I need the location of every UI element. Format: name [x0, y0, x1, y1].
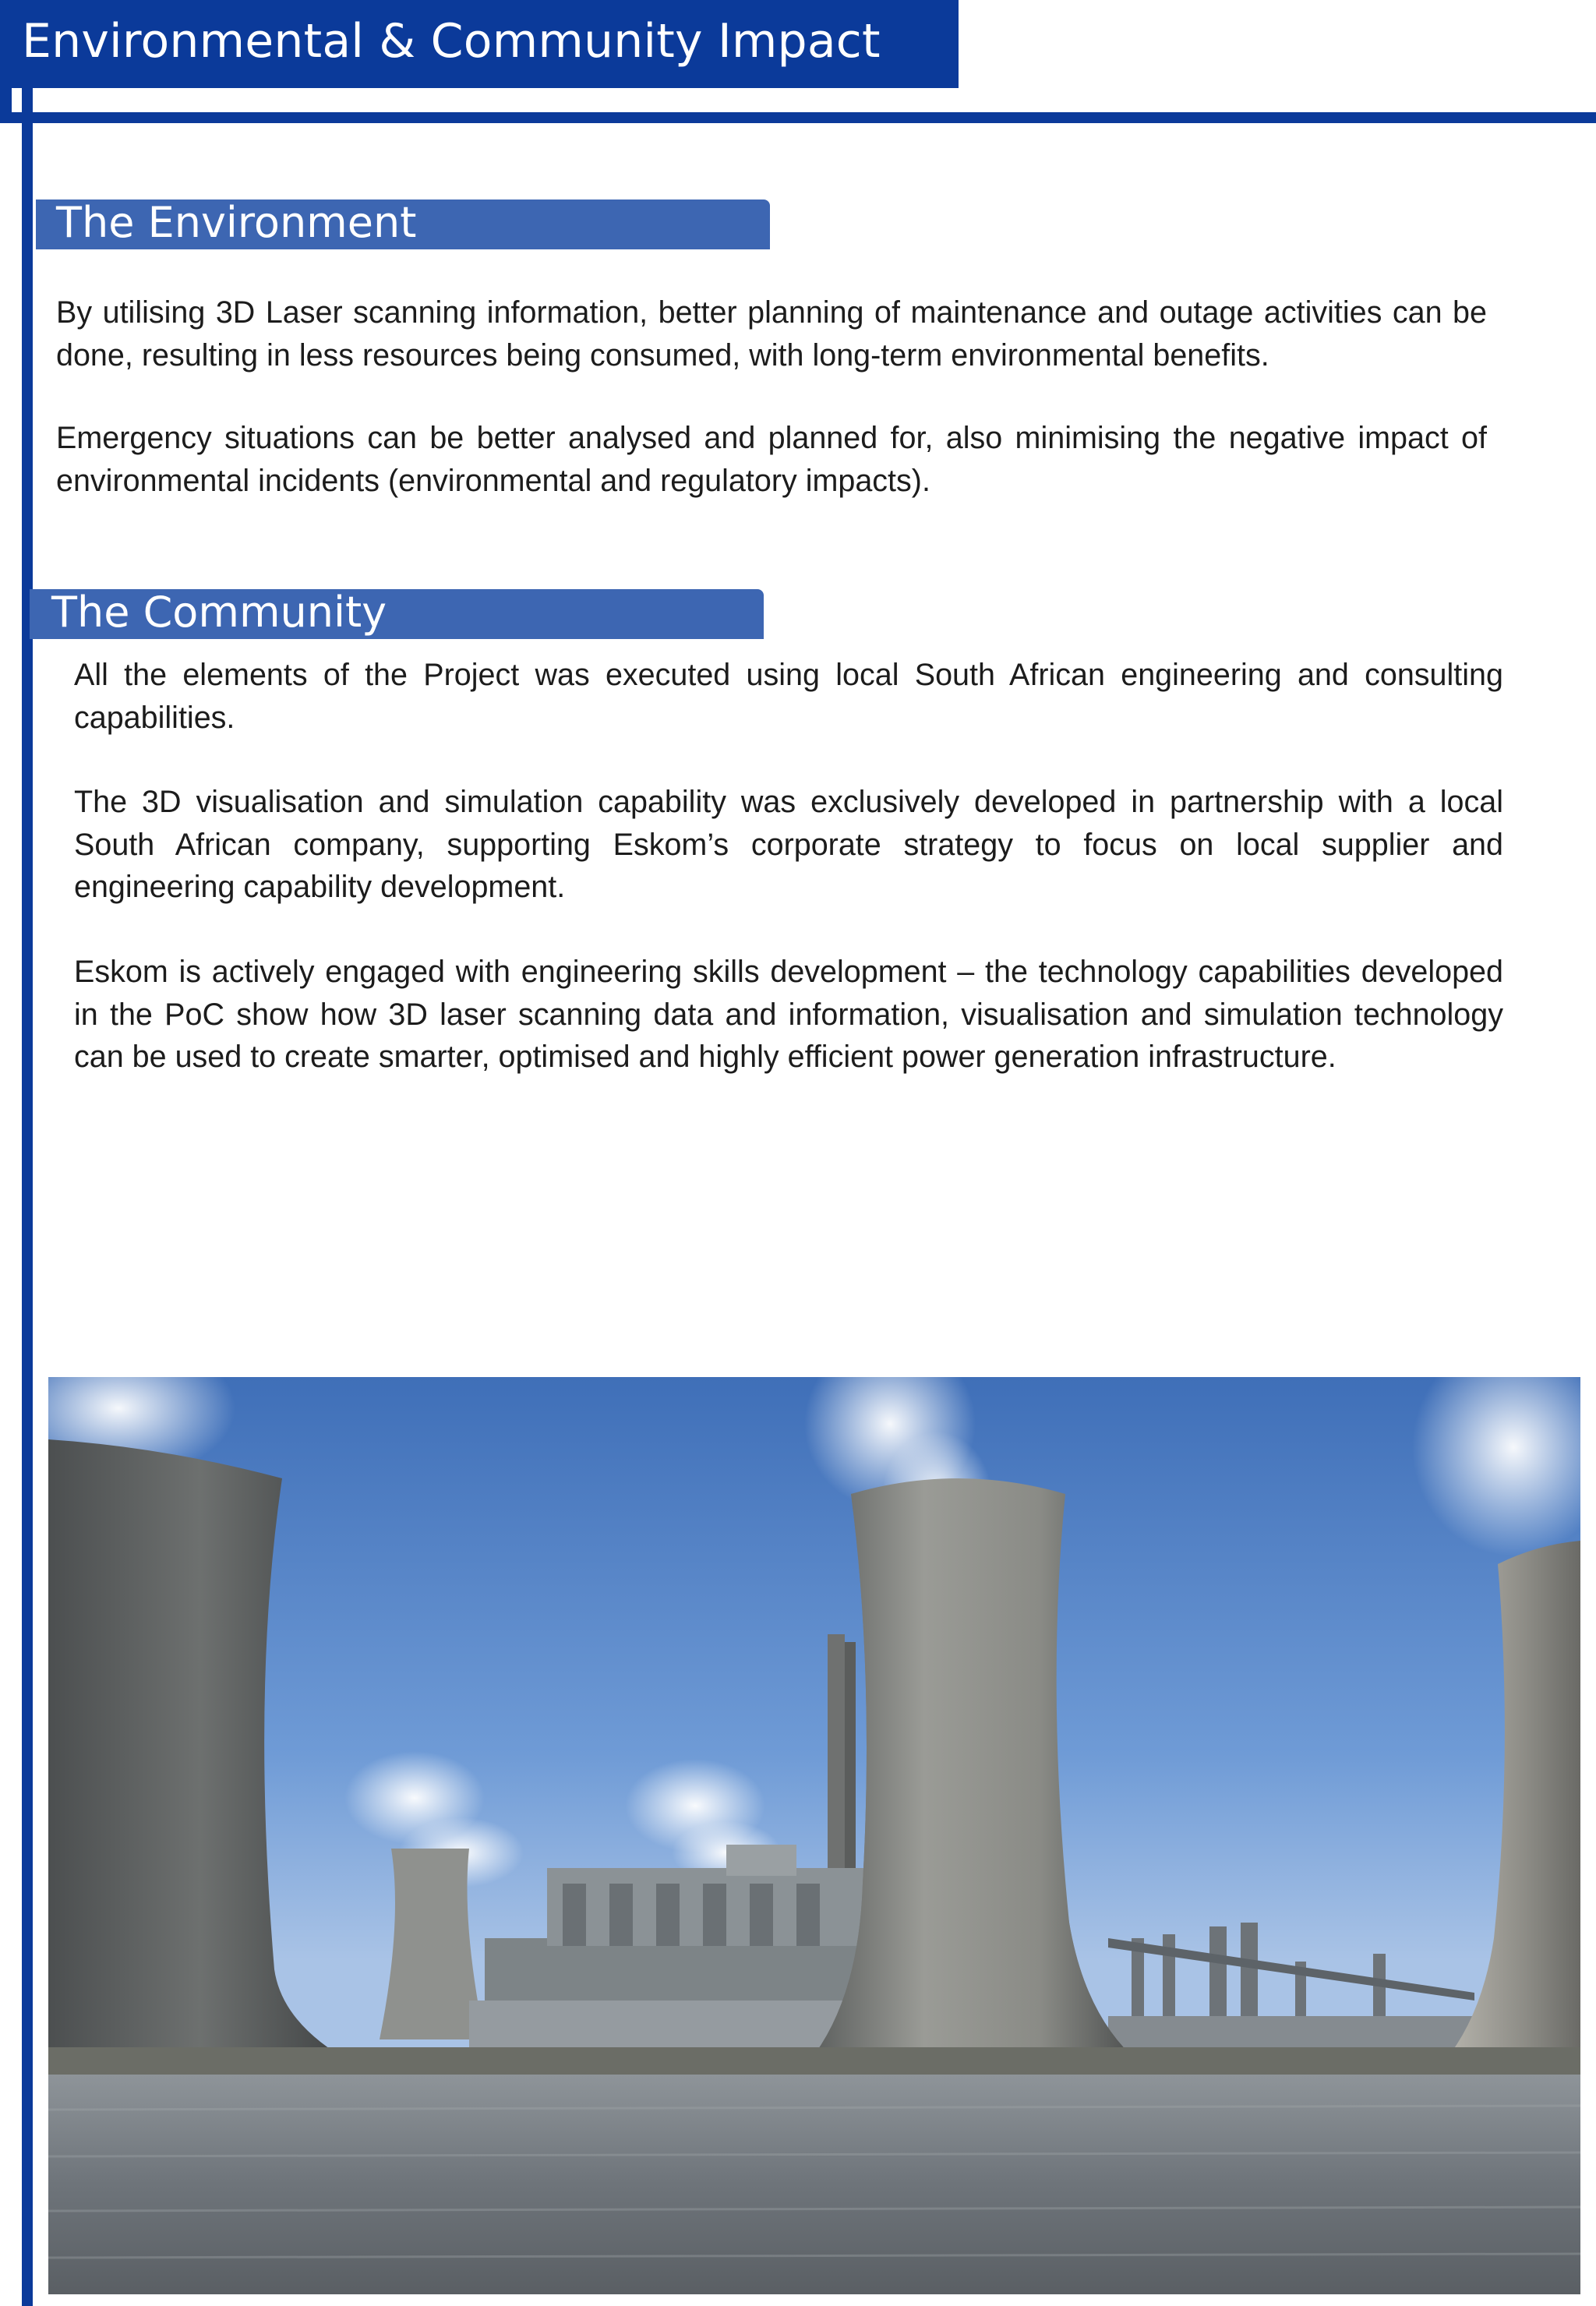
community-paragraph-3: Eskom is actively engaged with engineering skills development – the technology capabilities developed in the PoC show how 3D laser scanning data and information, visualisation and simulation technology can be used to create smarter, optimised and highly efficient power generation infrastructure. — [74, 955, 1503, 1074]
community-section-title: The Community — [51, 588, 387, 637]
shoreline — [48, 2047, 1580, 2078]
environment-section-title: The Environment — [56, 198, 417, 247]
left-accent-rule — [0, 88, 12, 116]
environment-paragraph-1: By utilising 3D Laser scanning information, better planning of maintenance and outage activities can be done, resulting in less resources being consumed, with long-term environmental benefits. — [56, 295, 1487, 373]
community-paragraph-2: The 3D visualisation and simulation capability was exclusively developed in partnership with a local South African company, supporting Eskom’s corporate strategy to focus on local supplier and engineering capability development. — [74, 785, 1503, 904]
page-title: Environmental & Community Impact — [22, 14, 881, 69]
environment-paragraph-2: Emergency situations can be better analysed and planned for, also minimising the negative impact of environmental incidents (environmental and regulatory impacts). — [56, 421, 1487, 498]
header-rule — [0, 112, 1596, 123]
left-margin-bar — [22, 88, 33, 2306]
power-station-photo — [48, 1377, 1580, 2294]
community-paragraph-1: All the elements of the Project was executed using local South African engineering and consulting capabilities. — [74, 658, 1503, 735]
